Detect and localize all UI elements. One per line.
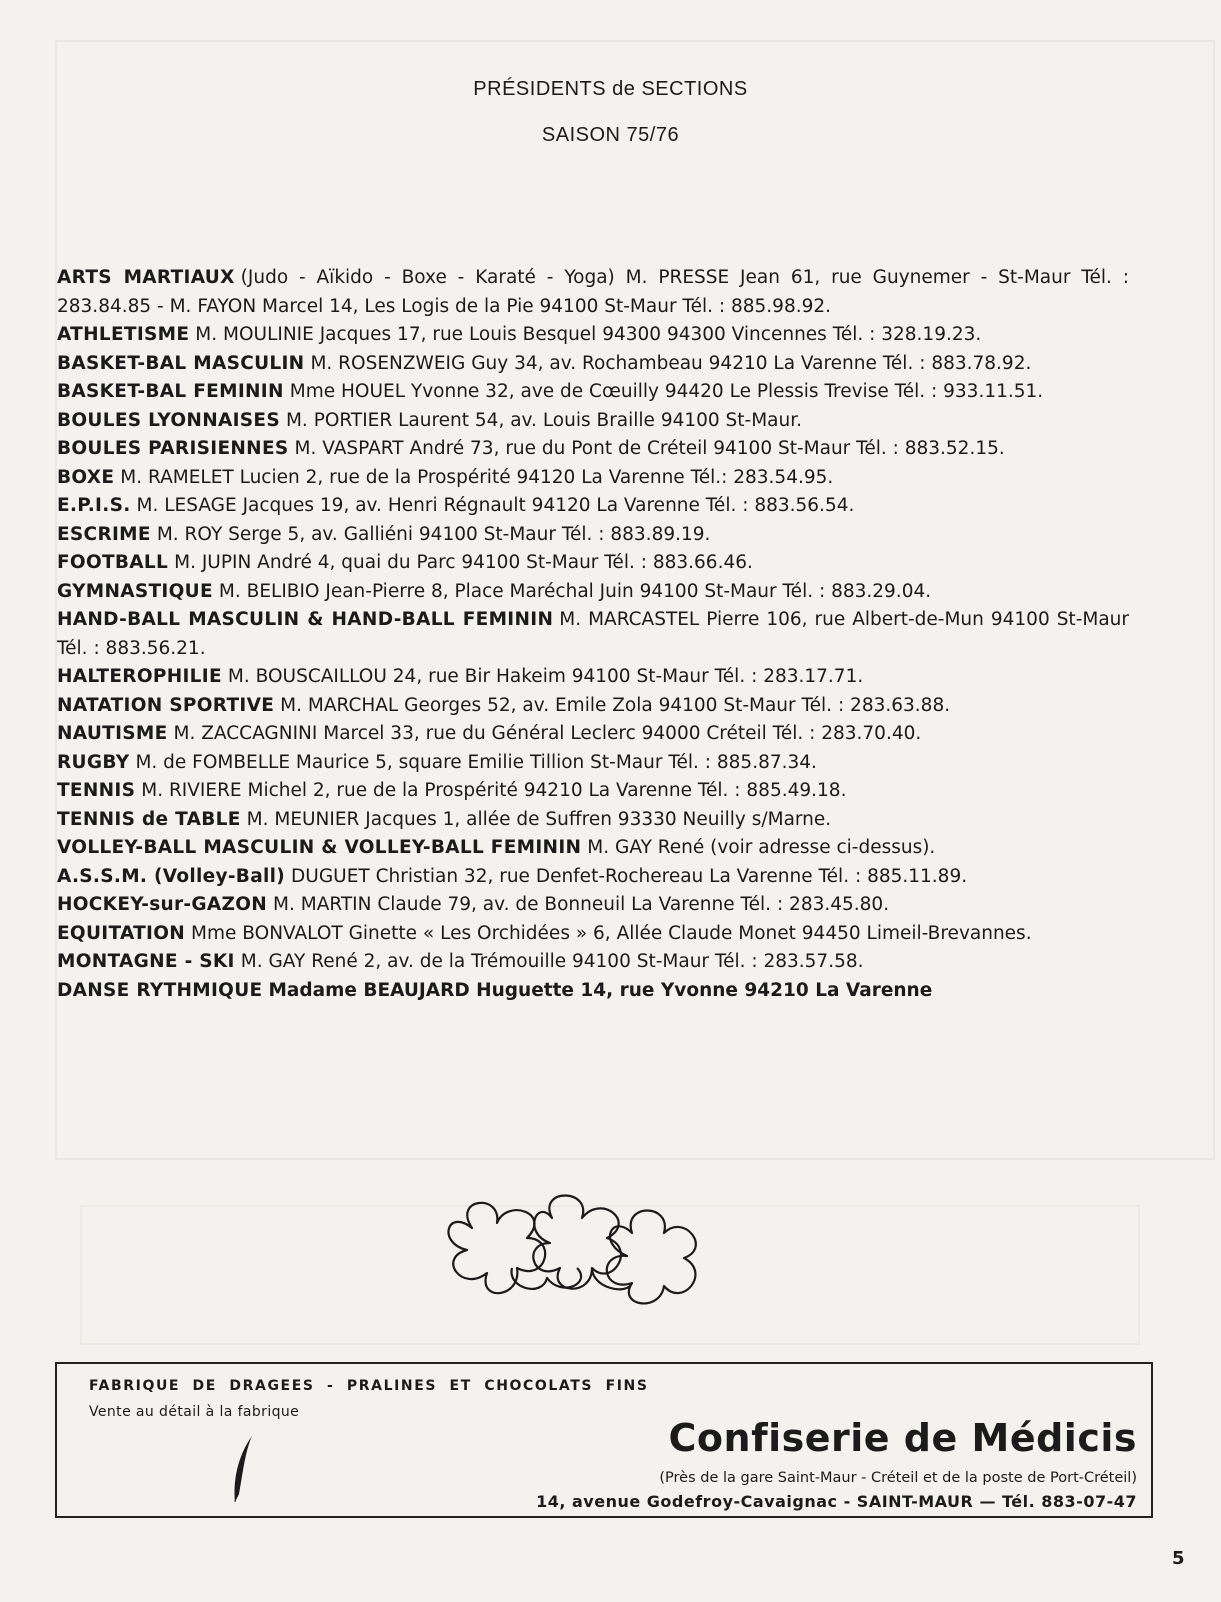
section-name: HAND-BALL MASCULIN & HAND-BALL FEMININ [57,609,554,630]
ad-location: (Près de la gare Saint-Maur - Créteil et de la poste de Port-Créteil) [659,1470,1137,1486]
section-details: M. MARCHAL Georges 52, av. Emile Zola 94100 St-Maur Tél. : 283.63.88. [280,694,951,716]
section-details: M. RAMELET Lucien 2, rue de la Prospérité 94120 La Varenne Tél.: 283.54.95. [120,466,834,488]
presidents-list [57,264,1167,1005]
flower-ornament-icon [432,1188,752,1318]
list-item [57,464,1167,493]
section-name: NAUTISME [57,723,168,744]
section-name: ESCRIME [57,523,151,545]
section-name: MONTAGNE - SKI [57,951,235,972]
section-name: BOULES LYONNAISES [57,409,280,431]
list-item [57,492,1167,521]
section-details: M. MARTIN Claude 79, av. de Bonneuil La Varenne Tél. : 283.45.80. [273,894,890,915]
section-name: HALTEROPHILIE [57,666,222,687]
ad-tagline: FABRIQUE DE DRAGEES - PRALINES ET CHOCOLATS FINS [89,1378,649,1394]
list-item [57,920,1167,949]
section-details: Madame BEAUJARD Huguette 14, rue Yvonne 94210 La Varenne [268,979,933,1001]
section-name: VOLLEY-BALL MASCULIN & VOLLEY-BALL FEMININ [57,837,582,858]
list-item [57,977,1167,1006]
list-item [57,435,1167,464]
section-name: NATATION SPORTIVE [57,694,275,716]
feather-icon [227,1432,257,1504]
section-name: TENNIS [57,780,136,801]
list-item [57,578,1167,607]
section-name: HOCKEY-sur-GAZON [57,894,268,915]
list-item [57,720,1167,749]
list-item [57,891,1167,920]
section-details: Mme BONVALOT Ginette « Les Orchidées » 6, Allée Claude Monet 94450 Limeil-Brevannes. [191,922,1032,944]
section-name: ARTS MARTIAUX [57,267,235,288]
section-details: M. PORTIER Laurent 54, av. Louis Braille 94100 St-Maur. [285,409,803,431]
section-name: RUGBY [57,751,130,773]
list-item [57,521,1167,550]
list-item [57,549,1167,578]
section-name: BASKET-BAL FEMININ [57,381,284,402]
list-item [57,407,1167,436]
section-name: DANSE RYTHMIQUE [57,979,263,1001]
ad-brand-name: Confiserie de Médicis [668,1416,1137,1460]
list-item [57,692,1167,721]
section-name: TENNIS de TABLE [57,808,241,830]
list-item [57,863,1167,892]
section-name: BOXE [57,466,115,488]
section-details: M. BOUSCAILLOU 24, rue Bir Hakeim 94100 St-Maur Tél. : 283.17.71. [227,666,864,687]
page-number: 5 [1172,1548,1185,1569]
section-details: M. MEUNIER Jacques 1, allée de Suffren 93330 Neuilly s/Marne. [246,808,832,830]
list-item [57,663,1167,692]
section-details: M. de FOMBELLE Maurice 5, square Emilie Tillion St-Maur Tél. : 885.87.34. [135,751,817,773]
section-details: Mme HOUEL Yvonne 32, ave de Cœuilly 94420 Le Plessis Trevise Tél. : 933.11.51. [289,381,1044,402]
section-details: M. GAY René (voir adresse ci-dessus). [587,837,936,858]
advertisement-box [55,1362,1153,1518]
section-name: BASKET-BAL MASCULIN [57,352,305,374]
list-item [57,749,1167,778]
list-item [57,264,1129,321]
section-details: (Judo - Aïkido - Boxe - Karaté - Yoga) M. PRESSE Jean 61, rue Guynemer - St-Maur Tél. : 283.84.85 - M. FAYON Marcel 14, Les Logis de la Pie 94100 St-Maur Tél. : 885.98.92. [57,267,1129,317]
section-details: M. LESAGE Jacques 19, av. Henri Régnault 94120 La Varenne Tél. : 883.56.54. [136,495,855,516]
list-item [57,378,1129,407]
section-details: M. GAY René 2, av. de la Trémouille 94100 St-Maur Tél. : 283.57.58. [240,951,864,972]
section-details: M. BELIBIO Jean-Pierre 8, Place Maréchal Juin 94100 St-Maur Tél. : 883.29.04. [218,580,932,602]
list-item [57,350,1129,379]
ad-address: 14, avenue Godefroy-Cavaignac - SAINT-MAUR — Tél. 883-07-47 [536,1492,1137,1511]
section-name: E.P.I.S. [57,495,131,516]
section-details: M. ROSENZWEIG Guy 34, av. Rochambeau 94210 La Varenne Tél. : 883.78.92. [310,352,1032,374]
list-item [57,606,1129,663]
list-item [57,777,1167,806]
section-details: M. ROY Serge 5, av. Galliéni 94100 St-Maur Tél. : 883.89.19. [156,523,711,545]
section-details: M. MARCASTEL Pierre 106, rue Albert-de-Mun 94100 St-Maur Tél. : 883.56.21. [57,609,1129,659]
list-item [57,806,1167,835]
section-name: A.S.S.M. (Volley-Ball) [57,865,286,887]
list-item [57,321,1167,350]
page-title: PRÉSIDENTS de SECTIONS [473,78,748,100]
section-details: DUGUET Christian 32, rue Denfet-Rochereau La Varenne Tél. : 885.11.89. [291,865,968,887]
section-name: EQUITATION [57,922,186,944]
section-details: M. JUPIN André 4, quai du Parc 94100 St-Maur Tél. : 883.66.46. [174,552,753,573]
section-details: M. MOULINIE Jacques 17, rue Louis Besquel 94300 94300 Vincennes Tél. : 328.19.23. [195,324,982,345]
section-name: BOULES PARISIENNES [57,438,289,459]
list-item [57,834,1167,863]
section-name: ATHLETISME [57,324,190,345]
section-details: M. ZACCAGNINI Marcel 33, rue du Général Leclerc 94000 Créteil Tél. : 283.70.40. [173,723,922,744]
section-name: GYMNASTIQUE [57,580,213,602]
section-name: FOOTBALL [57,552,169,573]
season-subtitle: SAISON 75/76 [541,124,680,146]
section-details: M. RIVIERE Michel 2, rue de la Prospérité 94210 La Varenne Tél. : 885.49.18. [141,780,847,801]
list-item [57,948,1167,977]
ad-subtagline: Vente au détail à la fabrique [89,1404,300,1420]
section-details: M. VASPART André 73, rue du Pont de Créteil 94100 St-Maur Tél. : 883.52.15. [294,438,1005,459]
